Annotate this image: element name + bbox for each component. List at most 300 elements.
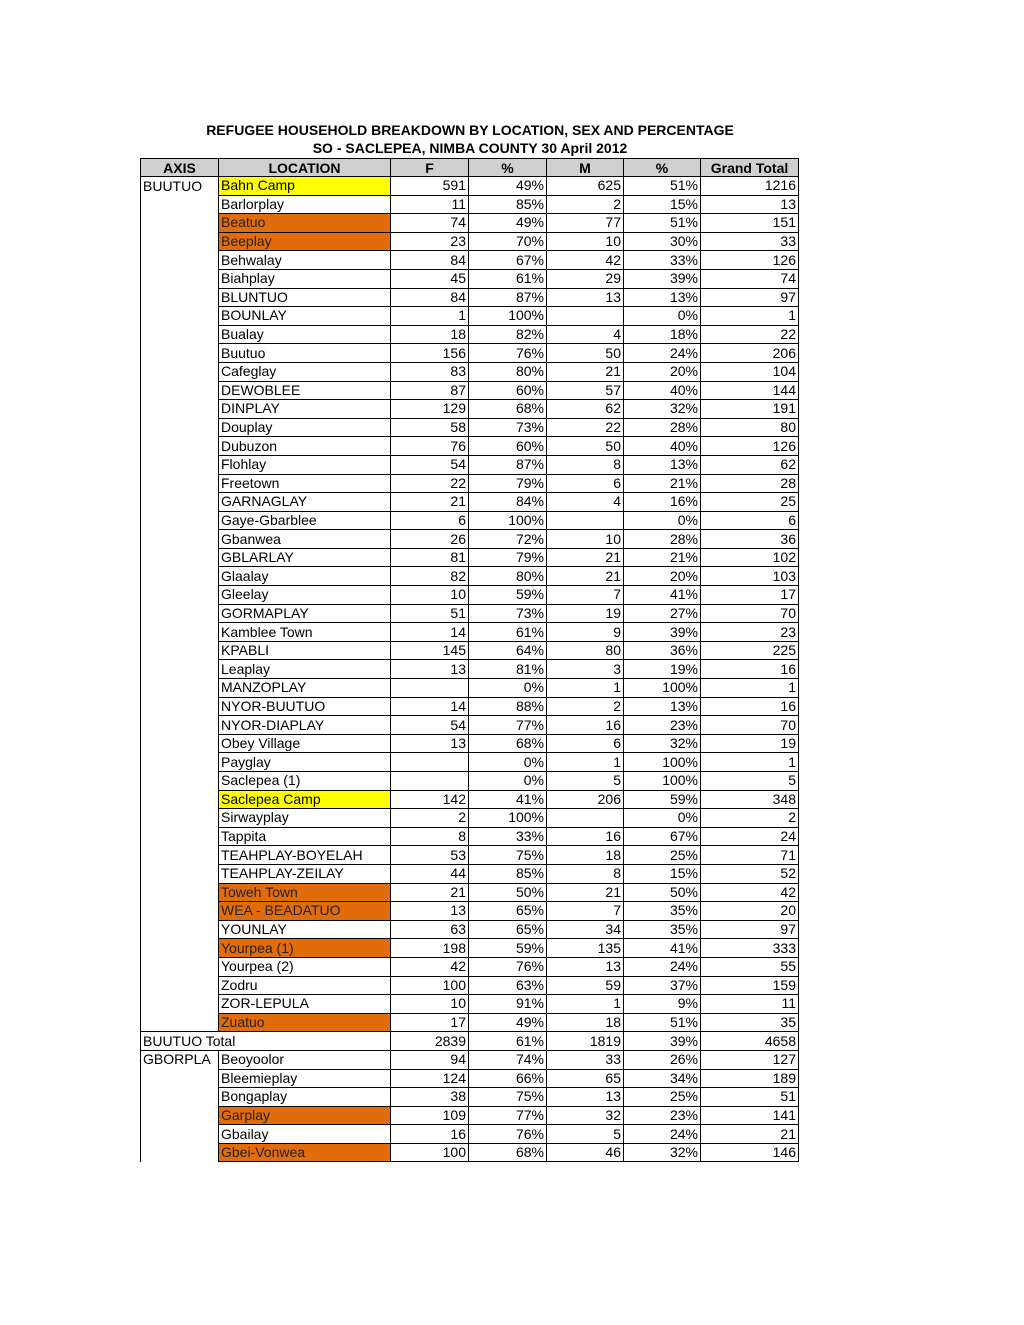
female-count-cell: 2	[391, 809, 469, 828]
male-count-cell: 32	[547, 1106, 624, 1125]
female-percent-cell: 59%	[469, 586, 547, 605]
female-percent-cell: 77%	[469, 1106, 547, 1125]
female-count-cell: 1	[391, 307, 469, 326]
female-count-cell: 26	[391, 530, 469, 549]
grand-total-cell: 225	[701, 641, 799, 660]
location-cell: GORMAPLAY	[219, 604, 391, 623]
male-count-cell: 62	[547, 400, 624, 419]
male-count-cell: 206	[547, 790, 624, 809]
table-row	[141, 790, 799, 809]
grand-total-cell: 333	[701, 939, 799, 958]
table-row	[141, 976, 799, 995]
male-percent-cell: 27%	[624, 604, 701, 623]
table-row	[141, 400, 799, 419]
axis-cell	[141, 269, 219, 288]
grand-total-cell: 206	[701, 344, 799, 363]
location-cell: MANZOPLAY	[219, 679, 391, 698]
female-percent-cell: 100%	[469, 511, 547, 530]
female-percent-cell: 49%	[469, 214, 547, 233]
table-row	[141, 195, 799, 214]
female-count-cell: 54	[391, 455, 469, 474]
female-percent-cell: 59%	[469, 939, 547, 958]
location-cell: Bleemieplay	[219, 1069, 391, 1088]
location-cell: Freetown	[219, 474, 391, 493]
male-count-cell: 4	[547, 325, 624, 344]
axis-cell	[141, 288, 219, 307]
total-label: BUUTUO Total	[141, 1032, 391, 1051]
female-percent-cell: 65%	[469, 902, 547, 921]
axis-cell	[141, 362, 219, 381]
female-percent-cell: 79%	[469, 548, 547, 567]
male-count-cell: 1	[547, 753, 624, 772]
axis-cell	[141, 976, 219, 995]
axis-cell	[141, 251, 219, 270]
axis-cell	[141, 493, 219, 512]
grand-total-cell: 103	[701, 567, 799, 586]
grand-total-cell: 159	[701, 976, 799, 995]
female-percent-cell: 61%	[469, 623, 547, 642]
grand-total-cell: 28	[701, 474, 799, 493]
table-row	[141, 679, 799, 698]
table-row	[141, 307, 799, 326]
male-count-cell: 3	[547, 660, 624, 679]
female-count-cell: 156	[391, 344, 469, 363]
male-percent-cell: 15%	[624, 864, 701, 883]
total-female-percent: 61%	[469, 1032, 547, 1051]
table-row	[141, 437, 799, 456]
male-percent-cell: 13%	[624, 697, 701, 716]
male-percent-cell: 15%	[624, 195, 701, 214]
grand-total-cell: 80	[701, 418, 799, 437]
male-percent-cell: 36%	[624, 641, 701, 660]
female-percent-cell: 68%	[469, 400, 547, 419]
header-male-percent: %	[624, 159, 701, 177]
table-row	[141, 623, 799, 642]
axis-cell	[141, 697, 219, 716]
male-percent-cell: 23%	[624, 716, 701, 735]
female-count-cell: 17	[391, 1013, 469, 1032]
table-row	[141, 455, 799, 474]
location-cell: Bualay	[219, 325, 391, 344]
grand-total-cell: 74	[701, 269, 799, 288]
table-row	[141, 902, 799, 921]
male-count-cell: 80	[547, 641, 624, 660]
table-row	[141, 753, 799, 772]
location-cell: BLUNTUO	[219, 288, 391, 307]
male-count-cell: 46	[547, 1143, 624, 1162]
female-percent-cell: 49%	[469, 177, 547, 196]
female-percent-cell: 85%	[469, 195, 547, 214]
female-count-cell: 83	[391, 362, 469, 381]
female-percent-cell: 88%	[469, 697, 547, 716]
location-cell: TEAHPLAY-ZEILAY	[219, 864, 391, 883]
female-count-cell: 74	[391, 214, 469, 233]
location-cell: Saclepea Camp	[219, 790, 391, 809]
grand-total-cell: 104	[701, 362, 799, 381]
female-count-cell: 14	[391, 697, 469, 716]
female-count-cell: 198	[391, 939, 469, 958]
male-percent-cell: 24%	[624, 957, 701, 976]
female-count-cell: 13	[391, 902, 469, 921]
female-count-cell: 82	[391, 567, 469, 586]
total-grand-total: 4658	[701, 1032, 799, 1051]
male-count-cell: 9	[547, 623, 624, 642]
male-percent-cell: 20%	[624, 362, 701, 381]
female-count-cell: 23	[391, 232, 469, 251]
male-count-cell: 19	[547, 604, 624, 623]
female-percent-cell: 77%	[469, 716, 547, 735]
male-percent-cell: 13%	[624, 455, 701, 474]
female-percent-cell: 63%	[469, 976, 547, 995]
location-cell: Biahplay	[219, 269, 391, 288]
female-percent-cell: 75%	[469, 1088, 547, 1107]
male-percent-cell: 28%	[624, 418, 701, 437]
table-row	[141, 344, 799, 363]
axis-cell	[141, 716, 219, 735]
axis-cell	[141, 753, 219, 772]
table-row	[141, 269, 799, 288]
female-percent-cell: 60%	[469, 381, 547, 400]
table-row	[141, 660, 799, 679]
table-row	[141, 325, 799, 344]
location-cell: Barlorplay	[219, 195, 391, 214]
table-row	[141, 1143, 799, 1162]
axis-cell	[141, 325, 219, 344]
male-count-cell: 29	[547, 269, 624, 288]
male-percent-cell: 35%	[624, 902, 701, 921]
male-percent-cell: 18%	[624, 325, 701, 344]
female-count-cell: 58	[391, 418, 469, 437]
axis-cell	[141, 679, 219, 698]
location-cell: Saclepea (1)	[219, 772, 391, 791]
female-count-cell: 87	[391, 381, 469, 400]
header-row	[141, 159, 799, 177]
grand-total-cell: 62	[701, 455, 799, 474]
table-row	[141, 418, 799, 437]
female-count-cell: 18	[391, 325, 469, 344]
axis-cell	[141, 1143, 219, 1162]
female-percent-cell: 67%	[469, 251, 547, 270]
female-percent-cell: 60%	[469, 437, 547, 456]
grand-total-cell: 144	[701, 381, 799, 400]
household-breakdown-table	[140, 158, 799, 1162]
header-male: M	[547, 159, 624, 177]
axis-cell	[141, 1069, 219, 1088]
male-count-cell: 21	[547, 567, 624, 586]
female-percent-cell: 65%	[469, 920, 547, 939]
male-count-cell: 16	[547, 827, 624, 846]
axis-cell	[141, 790, 219, 809]
location-cell: DINPLAY	[219, 400, 391, 419]
axis-cell	[141, 548, 219, 567]
female-count-cell: 21	[391, 493, 469, 512]
location-cell: Dubuzon	[219, 437, 391, 456]
axis-cell	[141, 418, 219, 437]
female-percent-cell: 61%	[469, 269, 547, 288]
female-percent-cell: 81%	[469, 660, 547, 679]
female-count-cell: 84	[391, 288, 469, 307]
male-percent-cell: 51%	[624, 214, 701, 233]
axis-cell	[141, 1013, 219, 1032]
grand-total-cell: 23	[701, 623, 799, 642]
female-count-cell	[391, 753, 469, 772]
female-count-cell: 13	[391, 660, 469, 679]
table-row	[141, 381, 799, 400]
axis-cell	[141, 995, 219, 1014]
male-count-cell: 5	[547, 772, 624, 791]
axis-cell	[141, 474, 219, 493]
female-percent-cell: 68%	[469, 734, 547, 753]
male-count-cell: 33	[547, 1050, 624, 1069]
grand-total-cell: 146	[701, 1143, 799, 1162]
axis-cell	[141, 567, 219, 586]
female-count-cell: 53	[391, 846, 469, 865]
table-row	[141, 1013, 799, 1032]
table-row	[141, 734, 799, 753]
male-percent-cell: 24%	[624, 1125, 701, 1144]
location-cell: YOUNLAY	[219, 920, 391, 939]
grand-total-cell: 6	[701, 511, 799, 530]
grand-total-cell: 71	[701, 846, 799, 865]
axis-cell	[141, 623, 219, 642]
location-cell: Garplay	[219, 1106, 391, 1125]
female-count-cell: 94	[391, 1050, 469, 1069]
female-count-cell: 38	[391, 1088, 469, 1107]
grand-total-cell: 20	[701, 902, 799, 921]
grand-total-cell: 17	[701, 586, 799, 605]
male-count-cell: 10	[547, 232, 624, 251]
location-cell: Zodru	[219, 976, 391, 995]
axis-cell	[141, 827, 219, 846]
header-female: F	[391, 159, 469, 177]
female-percent-cell: 73%	[469, 604, 547, 623]
table-row	[141, 232, 799, 251]
male-percent-cell: 19%	[624, 660, 701, 679]
header-female-percent: %	[469, 159, 547, 177]
female-count-cell: 591	[391, 177, 469, 196]
male-percent-cell: 33%	[624, 251, 701, 270]
male-count-cell: 6	[547, 474, 624, 493]
male-count-cell: 13	[547, 1088, 624, 1107]
table-row	[141, 957, 799, 976]
female-count-cell	[391, 772, 469, 791]
axis-cell	[141, 1088, 219, 1107]
table-row	[141, 1125, 799, 1144]
male-count-cell: 13	[547, 957, 624, 976]
male-percent-cell: 50%	[624, 883, 701, 902]
axis-cell	[141, 307, 219, 326]
male-percent-cell: 41%	[624, 586, 701, 605]
male-percent-cell: 21%	[624, 548, 701, 567]
location-cell: Beoyoolor	[219, 1050, 391, 1069]
axis-cell	[141, 641, 219, 660]
male-count-cell: 34	[547, 920, 624, 939]
female-percent-cell: 82%	[469, 325, 547, 344]
grand-total-cell: 126	[701, 251, 799, 270]
table-row	[141, 864, 799, 883]
table-row	[141, 846, 799, 865]
location-cell: TEAHPLAY-BOYELAH	[219, 846, 391, 865]
male-count-cell: 5	[547, 1125, 624, 1144]
axis-cell	[141, 772, 219, 791]
male-count-cell: 21	[547, 883, 624, 902]
table-row	[141, 641, 799, 660]
grand-total-cell: 70	[701, 716, 799, 735]
table-row	[141, 920, 799, 939]
male-count-cell: 50	[547, 344, 624, 363]
location-cell: Bahn Camp	[219, 177, 391, 196]
grand-total-cell: 24	[701, 827, 799, 846]
axis-cell	[141, 437, 219, 456]
location-cell: Flohlay	[219, 455, 391, 474]
male-percent-cell: 23%	[624, 1106, 701, 1125]
grand-total-cell: 127	[701, 1050, 799, 1069]
grand-total-cell: 11	[701, 995, 799, 1014]
male-count-cell: 16	[547, 716, 624, 735]
male-count-cell: 21	[547, 362, 624, 381]
female-percent-cell: 0%	[469, 753, 547, 772]
axis-cell	[141, 586, 219, 605]
male-count-cell: 6	[547, 734, 624, 753]
female-percent-cell: 79%	[469, 474, 547, 493]
grand-total-cell: 1216	[701, 177, 799, 196]
female-count-cell: 21	[391, 883, 469, 902]
axis-cell	[141, 939, 219, 958]
male-percent-cell: 100%	[624, 753, 701, 772]
location-cell: Yourpea (1)	[219, 939, 391, 958]
male-percent-cell: 0%	[624, 511, 701, 530]
location-cell: Gleelay	[219, 586, 391, 605]
male-count-cell	[547, 511, 624, 530]
axis-cell	[141, 846, 219, 865]
table-row	[141, 251, 799, 270]
female-percent-cell: 74%	[469, 1050, 547, 1069]
male-percent-cell: 40%	[624, 381, 701, 400]
table-row	[141, 939, 799, 958]
female-percent-cell: 33%	[469, 827, 547, 846]
location-cell: Bongaplay	[219, 1088, 391, 1107]
grand-total-cell: 189	[701, 1069, 799, 1088]
location-cell: Douplay	[219, 418, 391, 437]
female-percent-cell: 68%	[469, 1143, 547, 1162]
male-percent-cell: 20%	[624, 567, 701, 586]
location-cell: BOUNLAY	[219, 307, 391, 326]
table-row	[141, 772, 799, 791]
male-percent-cell: 35%	[624, 920, 701, 939]
female-percent-cell: 87%	[469, 455, 547, 474]
male-percent-cell: 51%	[624, 177, 701, 196]
male-count-cell: 625	[547, 177, 624, 196]
male-count-cell: 42	[547, 251, 624, 270]
table-row	[141, 586, 799, 605]
table-row	[141, 697, 799, 716]
female-count-cell: 10	[391, 995, 469, 1014]
male-count-cell: 18	[547, 846, 624, 865]
female-percent-cell: 100%	[469, 809, 547, 828]
location-cell: Payglay	[219, 753, 391, 772]
grand-total-cell: 25	[701, 493, 799, 512]
grand-total-cell: 19	[701, 734, 799, 753]
location-cell: Yourpea (2)	[219, 957, 391, 976]
axis-cell	[141, 530, 219, 549]
male-count-cell	[547, 307, 624, 326]
axis-cell	[141, 511, 219, 530]
female-percent-cell: 66%	[469, 1069, 547, 1088]
location-cell: DEWOBLEE	[219, 381, 391, 400]
report-subtitle: SO - SACLEPEA, NIMBA COUNTY 30 April 2012	[312, 140, 628, 156]
table-row	[141, 1088, 799, 1107]
table-row	[141, 177, 799, 196]
female-percent-cell: 72%	[469, 530, 547, 549]
axis-cell	[141, 734, 219, 753]
female-percent-cell: 41%	[469, 790, 547, 809]
male-percent-cell: 32%	[624, 734, 701, 753]
male-percent-cell: 0%	[624, 307, 701, 326]
table-row	[141, 567, 799, 586]
female-count-cell: 8	[391, 827, 469, 846]
female-count-cell: 129	[391, 400, 469, 419]
grand-total-cell: 151	[701, 214, 799, 233]
female-count-cell: 54	[391, 716, 469, 735]
grand-total-cell: 55	[701, 957, 799, 976]
location-cell: Cafeglay	[219, 362, 391, 381]
male-percent-cell: 51%	[624, 1013, 701, 1032]
table-row	[141, 604, 799, 623]
axis-cell	[141, 809, 219, 828]
axis-cell	[141, 883, 219, 902]
male-percent-cell: 21%	[624, 474, 701, 493]
female-percent-cell: 70%	[469, 232, 547, 251]
axis-cell	[141, 957, 219, 976]
male-count-cell: 7	[547, 586, 624, 605]
location-cell: GARNAGLAY	[219, 493, 391, 512]
location-cell: Gbei-Vonwea	[219, 1143, 391, 1162]
female-percent-cell: 85%	[469, 864, 547, 883]
female-count-cell: 76	[391, 437, 469, 456]
table-row	[141, 214, 799, 233]
table-row	[141, 1050, 799, 1069]
location-cell: WEA - BEADATUO	[219, 902, 391, 921]
male-percent-cell: 32%	[624, 1143, 701, 1162]
female-percent-cell: 87%	[469, 288, 547, 307]
male-percent-cell: 28%	[624, 530, 701, 549]
table-row	[141, 474, 799, 493]
table-row	[141, 288, 799, 307]
female-percent-cell: 100%	[469, 307, 547, 326]
axis-cell	[141, 902, 219, 921]
table-row	[141, 809, 799, 828]
grand-total-cell: 141	[701, 1106, 799, 1125]
female-percent-cell: 49%	[469, 1013, 547, 1032]
female-percent-cell: 80%	[469, 362, 547, 381]
table-row	[141, 548, 799, 567]
table-row	[141, 827, 799, 846]
male-count-cell: 77	[547, 214, 624, 233]
total-male-count: 1819	[547, 1032, 624, 1051]
table-row	[141, 530, 799, 549]
table-row	[141, 511, 799, 530]
male-percent-cell: 40%	[624, 437, 701, 456]
axis-cell	[141, 1106, 219, 1125]
grand-total-cell: 52	[701, 864, 799, 883]
male-percent-cell: 59%	[624, 790, 701, 809]
male-percent-cell: 25%	[624, 846, 701, 865]
axis-cell	[141, 214, 219, 233]
location-cell: Sirwayplay	[219, 809, 391, 828]
grand-total-cell: 70	[701, 604, 799, 623]
location-cell: Obey Village	[219, 734, 391, 753]
table-row	[141, 883, 799, 902]
